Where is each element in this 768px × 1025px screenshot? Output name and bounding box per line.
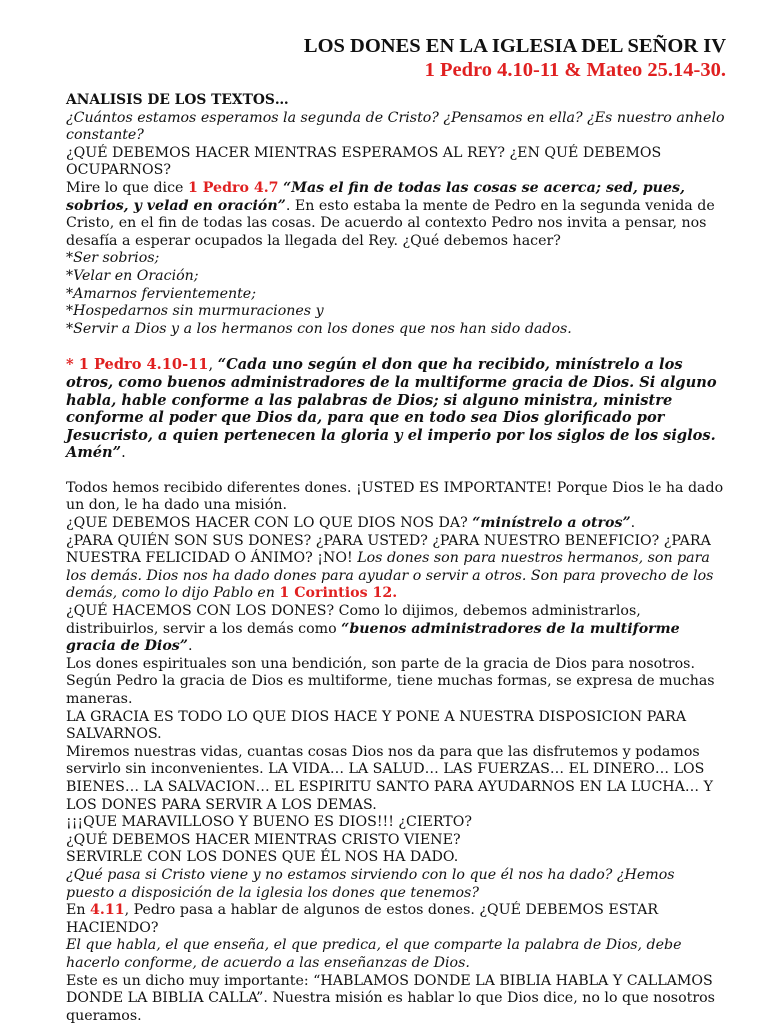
bible-reference: 1 Corintios 12 [279,585,392,601]
text-end: . [188,638,193,654]
bible-quote: “Cada uno según el don que ha recibido, minístrelo a los otros, como buenos administradores de la multiforme gracia de Dios. Si alguno habla, hable conforme a las palabras de Dios; si alguno ministra, ministre conforme al poder que Dios da, para que en todo sea Dios glorificado por Jesucristo, a quien pertenecen la gloria y el imperio por los siglos de los siglos. Amén” [66,356,717,461]
paragraph-what-if: ¿Qué pasa si Cristo viene y no estamos sirviendo con lo que él nos ha dado? ¿Hemos puesto a disposición de la iglesia los dones que tenemos? [48,867,726,902]
duties-list [48,250,726,338]
list-item: *Amarnos fervientemente; [48,286,726,304]
bible-reference: 1 Pedro 4.7 [188,180,279,196]
paragraph-everyone-gifts: Todos hemos recibido diferentes dones. ¡USTED ES IMPORTANTE! Porque Dios le ha dado un don, le ha dado una misión. [48,480,726,515]
paragraph-saying: Este es un dicho muy importante: “HABLAMOS DONDE LA BIBLIA HABLA Y CALLAMOS DONDE LA BIBLIA CALLA”. Nuestra misión es hablar lo que Dios dice, no lo que nosotros queramos. [48,973,726,1025]
text-lead: ¿PARA QUIÉN SON SUS DONES? ¿PARA USTED? ¿PARA NUESTRO BENEFICIO? ¿PARA NUESTRA FELICIDAD O ÁNIMO? ¡NO! [66,533,711,567]
text-rest: . En esto estaba la mente de Pedro en la segunda venida de Cristo, en el fin de todas las cosas. De acuerdo al contexto Pedro nos invita a pensar, nos desafía a esperar ocupados la llegada del Rey. ¿Qué debemos hacer? [66,198,715,249]
italic-text: Los dones son para nuestros hermanos, son para los demás. Dios nos ha dado dones para ayudar o servir a otros. Son para provecho de los demás, como lo dijo Pablo en [66,550,713,601]
paragraph-what-to-do: ¿QUÉ DEBEMOS HACER MIENTRAS ESPERAMOS AL REY? ¿EN QUÉ DEBEMOS OCUPARNOS? [48,145,726,180]
list-item: *Hospedarnos sin murmuraciones y [48,303,726,321]
paragraph-questions: ¿Cuántos estamos esperamos la segunda de Cristo? ¿Pensamos en ella? ¿Es nuestro anhelo constante? [48,110,726,145]
text-rest: , Pedro pasa a hablar de algunos de estos dones. ¿QUÉ DEBEMOS ESTAR HACIENDO? [66,902,658,936]
paragraph-1-pedro-4-10-11 [48,356,726,462]
page-subtitle-reference: 1 Pedro 4.10-11 & Mateo 25.14-30. [48,58,726,82]
bible-quote: “Mas el fin de todas las cosas se acerca; sed, pues, sobrios, y velad en oración” [66,180,685,214]
paragraph-exclamation: ¡¡¡QUE MARAVILLOSO Y BUENO ES DIOS!!! ¿CIERTO? [48,814,726,832]
list-item: *Velar en Oración; [48,268,726,286]
paragraph-for-whom [48,533,726,603]
text-end: . [631,515,636,531]
text-lead: Mire lo que dice [66,180,188,196]
list-item: *Servir a Dios y a los hermanos con los dones que nos han sido dados. [48,321,726,339]
quote: “minístrelo a otros” [472,515,630,531]
paragraph-4-11 [48,902,726,937]
paragraph-grace: LA GRACIA ES TODO LO QUE DIOS HACE Y PONE A NUESTRA DISPOSICION PARA SALVARNOS. [48,709,726,744]
text-lead: En [66,902,90,918]
text-comma: , [208,356,217,373]
text-end: . [392,585,397,601]
text-end: . [121,444,126,461]
paragraph-question: ¿QUÉ DEBEMOS HACER MIENTRAS CRISTO VIENE? [48,832,726,850]
page-title: LOS DONES EN LA IGLESIA DEL SEÑOR IV [48,34,726,58]
bible-reference: 4.11 [90,902,125,918]
paragraph-what-we-do [48,603,726,656]
text-lead: ¿QUE DEBEMOS HACER CON LO QUE DIOS NOS DA? [66,515,472,531]
spacer [48,338,726,356]
paragraph-who-speaks: El que habla, el que enseña, el que predica, el que comparte la palabra de Dios, debe hacerlo conforme, de acuerdo a las enseñanzas de Dios. [48,937,726,972]
paragraph-spiritual-gifts: Los dones espirituales son una bendición, son parte de la gracia de Dios para nosotros. Según Pedro la gracia de Dios es multiforme, tiene muchas formas, se expresa de muchas maneras. [48,656,726,709]
document-page [48,34,726,1025]
paragraph-answer: SERVIRLE CON LOS DONES QUE ÉL NOS HA DADO. [48,849,726,867]
section-heading: ANALISIS DE LOS TEXTOS… [48,92,726,110]
paragraph-what-to-do-with-gifts [48,515,726,533]
bible-reference: * 1 Pedro 4.10-11 [66,356,208,373]
list-item: *Ser sobrios; [48,250,726,268]
paragraph-1-pedro-4-7 [48,180,726,250]
spacer [48,462,726,480]
quote: “buenos administradores de la multiforme gracia de Dios” [66,621,680,655]
text-lead: ¿QUÉ HACEMOS CON LOS DONES? Como lo dijimos, debemos administrarlos, distribuirlos, servir a los demás como [66,603,641,637]
paragraph-our-lives: Miremos nuestras vidas, cuantas cosas Dios nos da para que las disfrutemos y podamos servirlo sin inconvenientes. LA VIDA… LA SALUD… LAS FUERZAS… EL DINERO… LOS BIENES… LA SALVACION… EL ESPIRITU SANTO PARA AYUDARNOS EN LA LUCHA… Y LOS DONES PARA SERVIR A LOS DEMAS. [48,744,726,814]
